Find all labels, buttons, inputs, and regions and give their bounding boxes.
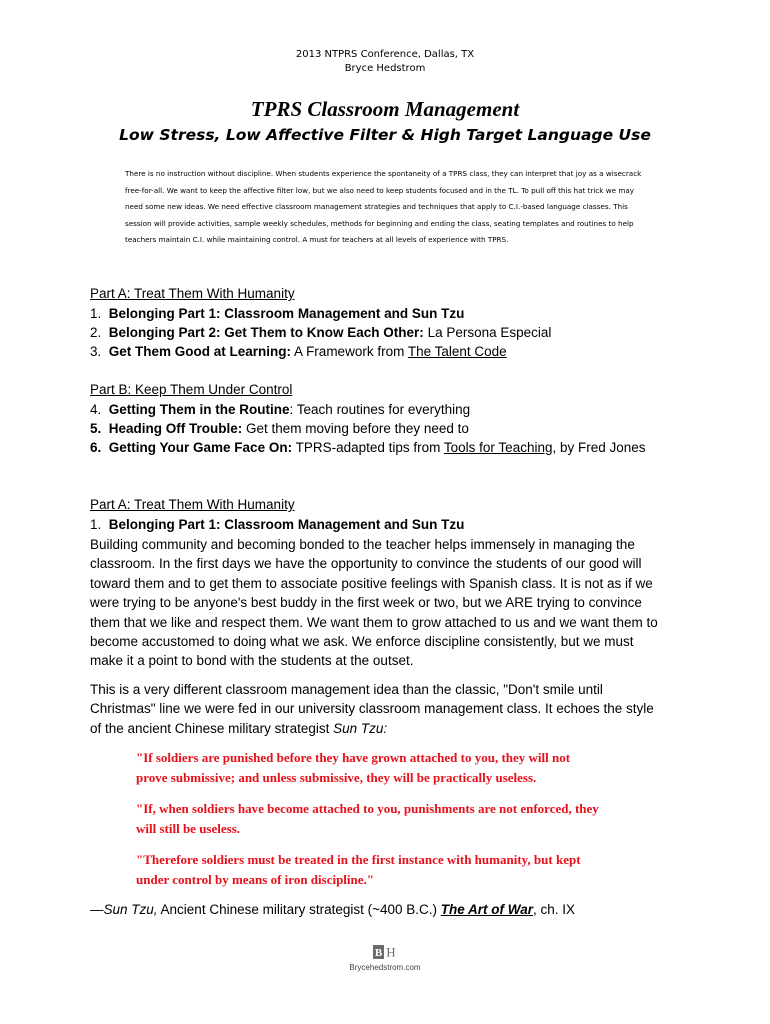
intro-line: teachers maintain C.I. while maintaining control. A must for teachers at all levels of experience with TPRS.	[125, 235, 509, 245]
logo-text: Brycehedstrom.com	[349, 963, 421, 972]
bh-monogram-icon	[371, 944, 399, 960]
body-paragraph-1: Building community and becoming bonded to the teacher helps immensely in managing the classroom. In the first days we have the opportunity to convince the students of our good will toward them and to get them to associate positive feelings with Spanish class. It is not as if we were trying to be anyone's best buddy in the first week or two, but we ARE trying to convince them that we like and respect them. We want them to grow attached to us and we want them to become accustomed to doing what we ask. We enforce discipline consistently, but we must make it a point to bond with the students at the outset.	[90, 537, 658, 669]
svg-text:H: H	[386, 944, 396, 960]
sun-tzu-italic: Sun Tzu:	[333, 720, 388, 736]
section-heading: Part A: Treat Them With Humanity	[90, 497, 295, 512]
site-logo	[340, 944, 430, 972]
art-of-war-title: The Art of War	[440, 902, 534, 917]
intro-paragraph	[125, 166, 685, 249]
outline-item: 1. Belonging Part 1: Classroom Management and Sun Tzu	[90, 306, 465, 321]
quote-block: "If, when soldiers have become attached to you, punishments are not enforced, they will still be useless.	[136, 801, 599, 836]
part-b-heading: Part B: Keep Them Under Control	[90, 382, 293, 397]
outline-item: 6. Getting Your Game Face On: TPRS-adapted tips from Tools for Teaching, by Fred Jones	[90, 440, 646, 455]
body-paragraph-2: This is a very different classroom management idea than the classic, "Don't smile until Christmas" line we were fed in our university classroom management class. It echoes the style of the ancient Chinese military strategist Sun Tzu:	[90, 682, 654, 736]
intro-line: There is no instruction without discipline. When students experience the spontaneity of a TPRS class, they can interpret that joy as a wisecrack	[125, 169, 642, 178]
outline-item: 4. Getting Them in the Routine: Teach routines for everything	[90, 402, 471, 417]
intro-line: need some new ideas. We need effective classroom management strategies and techniques that apply to C.I.-based language classes. This	[125, 202, 628, 212]
tools-for-teaching-title: Tools for Teaching	[443, 440, 553, 455]
quote-block: "Therefore soldiers must be treated in the first instance with humanity, but kept under control by means of iron discipline."	[136, 852, 581, 887]
author-line: Bryce Hedstrom	[344, 63, 426, 74]
outline-item: 3. Get Them Good at Learning: A Framework from The Talent Code	[90, 344, 507, 359]
quote-attribution: —Sun Tzu, Ancient Chinese military strategist (~400 B.C.) The Art of War, ch. IX	[90, 902, 576, 917]
outline-item: 2. Belonging Part 2: Get Them to Know Each Other: La Persona Especial	[90, 325, 552, 340]
svg-text:B: B	[374, 947, 383, 959]
talent-code-title: The Talent Code	[407, 344, 507, 359]
intro-line: free-for-all. We want to keep the affective filter low, but we also need to keep students focused and in the TL. To pull off this hat trick we may	[125, 185, 634, 195]
document-subtitle: Low Stress, Low Affective Filter & High Target Language Use	[119, 126, 651, 144]
section-item-title: 1. Belonging Part 1: Classroom Management and Sun Tzu	[90, 517, 465, 532]
conference-line: 2013 NTPRS Conference, Dallas, TX	[295, 49, 475, 60]
document-title: TPRS Classroom Management	[250, 97, 520, 121]
outline-item: 5. Heading Off Trouble: Get them moving before they need to	[90, 421, 469, 436]
quote-block: "If soldiers are punished before they have grown attached to you, they will not prove submissive; and unless submissive, they will be practically useless.	[136, 750, 571, 785]
intro-line: session will provide activities, sample weekly schedules, methods for beginning and ending the class, seating templates and routines to help	[125, 218, 634, 228]
part-a-heading: Part A: Treat Them With Humanity	[90, 286, 295, 301]
